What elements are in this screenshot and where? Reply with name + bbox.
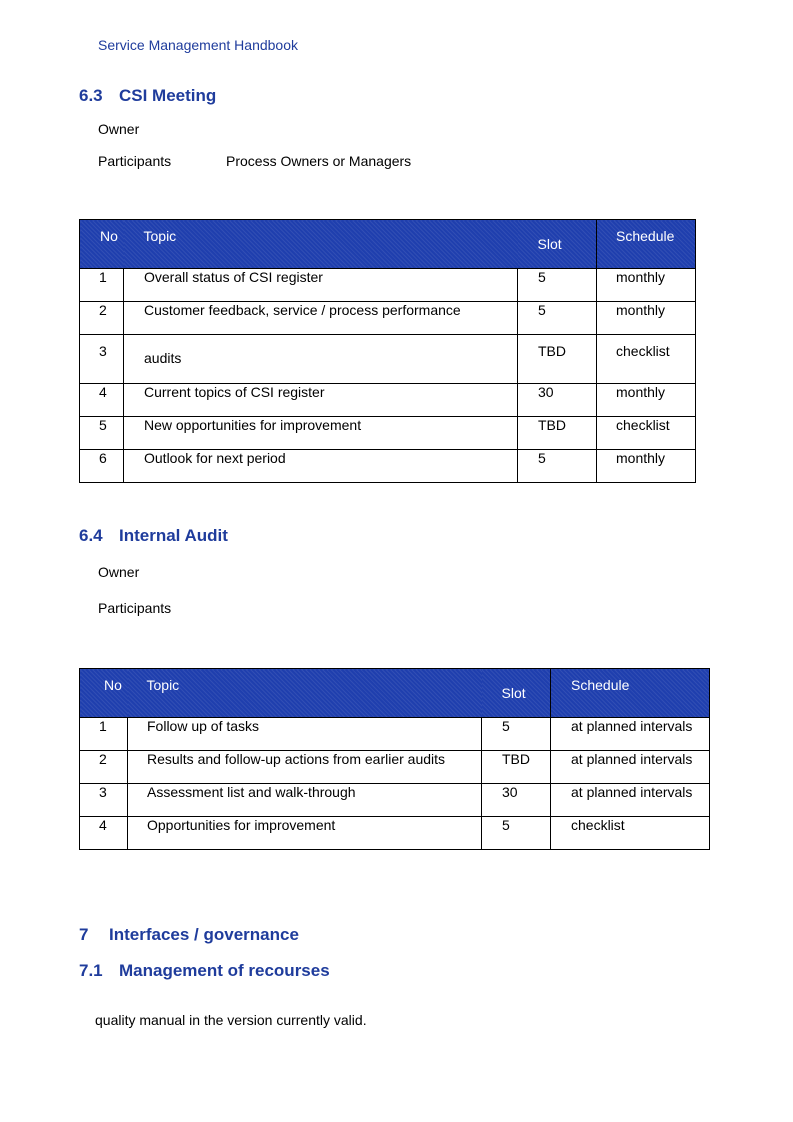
table-header-row: [80, 669, 710, 718]
participants-label: Participants: [98, 600, 172, 616]
cell-schedule: checklist: [597, 335, 696, 384]
section-title: Internal Audit: [119, 526, 228, 545]
table-row: [80, 751, 710, 784]
cell-topic: Follow up of tasks: [128, 718, 482, 751]
header-topic: Topic: [128, 669, 482, 718]
table-row: [80, 302, 696, 335]
cell-topic: Opportunities for improvement: [128, 817, 482, 850]
section-title: Interfaces / governance: [109, 925, 299, 944]
header-no: No: [80, 220, 124, 269]
participants-value: Process Owners or Managers: [226, 153, 412, 169]
owner-label: Owner: [98, 564, 140, 580]
table-row: [80, 269, 696, 302]
cell-topic: Overall status of CSI register: [124, 269, 518, 302]
table-row: [80, 718, 710, 751]
table-row: [80, 384, 696, 417]
internal-audit-table: [79, 668, 710, 850]
cell-schedule: checklist: [597, 417, 696, 450]
cell-schedule: checklist: [551, 817, 710, 850]
section-6-4-heading: [79, 526, 228, 546]
cell-topic: Current topics of CSI register: [124, 384, 518, 417]
cell-topic: Assessment list and walk-through: [128, 784, 482, 817]
cell-topic: Customer feedback, service / process performance: [124, 302, 518, 335]
cell-slot: 5: [518, 450, 597, 483]
table-row: [80, 784, 710, 817]
cell-no: 3: [80, 335, 124, 384]
cell-slot: TBD: [518, 335, 597, 384]
cell-slot: 5: [518, 269, 597, 302]
section-title: Management of recourses: [119, 961, 330, 980]
header-no: No: [80, 669, 128, 718]
table-row: [80, 817, 710, 850]
table-row: [80, 450, 696, 483]
cell-topic: Results and follow-up actions from earlier audits: [128, 751, 482, 784]
section-6-3-heading: [79, 86, 216, 106]
body-text: quality manual in the version currently valid.: [95, 1012, 367, 1028]
table-row: [80, 335, 696, 384]
section-number: 6.4: [79, 526, 103, 545]
cell-no: 4: [80, 384, 124, 417]
cell-no: 1: [80, 718, 128, 751]
running-header: Service Management Handbook: [98, 37, 299, 53]
cell-no: 3: [80, 784, 128, 817]
cell-no: 4: [80, 817, 128, 850]
cell-slot: 30: [482, 784, 551, 817]
cell-schedule: at planned intervals: [551, 784, 710, 817]
cell-topic: New opportunities for improvement: [124, 417, 518, 450]
cell-no: 1: [80, 269, 124, 302]
section-7-1-heading: [79, 961, 330, 981]
cell-no: 5: [80, 417, 124, 450]
table-header-row: [80, 220, 696, 269]
cell-slot: TBD: [482, 751, 551, 784]
cell-schedule: monthly: [597, 269, 696, 302]
cell-topic: audits: [124, 335, 518, 384]
section-number: 7.1: [79, 961, 103, 980]
cell-slot: 5: [482, 817, 551, 850]
cell-schedule: monthly: [597, 450, 696, 483]
header-topic: Topic: [124, 220, 518, 269]
cell-schedule: monthly: [597, 384, 696, 417]
cell-topic: Outlook for next period: [124, 450, 518, 483]
cell-schedule: at planned intervals: [551, 751, 710, 784]
header-slot: Slot: [482, 669, 551, 718]
cell-slot: 30: [518, 384, 597, 417]
owner-label: Owner: [98, 121, 140, 137]
section-title: CSI Meeting: [119, 86, 217, 105]
cell-slot: TBD: [518, 417, 597, 450]
cell-slot: 5: [518, 302, 597, 335]
cell-schedule: monthly: [597, 302, 696, 335]
participants-label: Participants: [98, 153, 172, 169]
csi-meeting-table: [79, 219, 696, 483]
table-row: [80, 417, 696, 450]
section-number: 7: [79, 925, 89, 944]
header-schedule: Schedule: [597, 220, 696, 269]
cell-schedule: at planned intervals: [551, 718, 710, 751]
section-7-heading: [79, 925, 299, 945]
section-number: 6.3: [79, 86, 103, 105]
cell-no: 2: [80, 751, 128, 784]
header-slot: Slot: [518, 220, 597, 269]
cell-no: 2: [80, 302, 124, 335]
cell-no: 6: [80, 450, 124, 483]
header-schedule: Schedule: [551, 669, 710, 718]
cell-slot: 5: [482, 718, 551, 751]
